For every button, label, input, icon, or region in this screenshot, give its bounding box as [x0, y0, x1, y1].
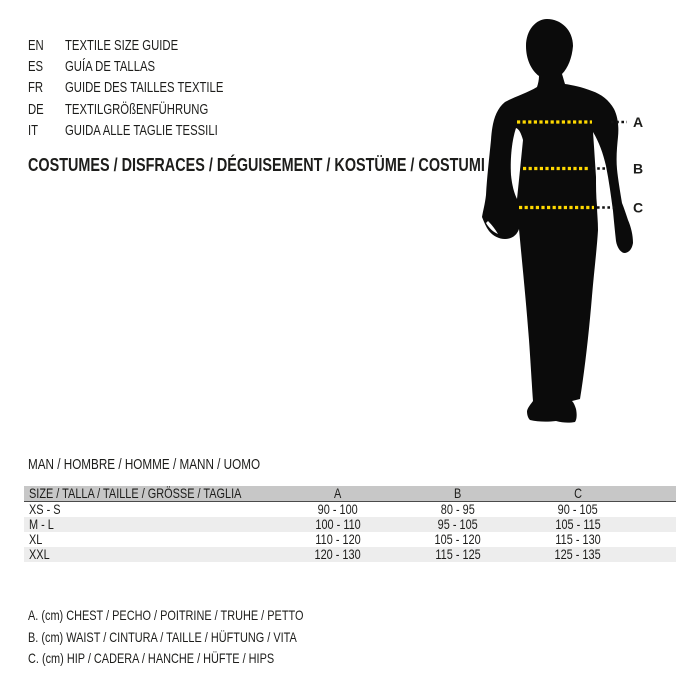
language-title-list — [28, 35, 268, 141]
legend-line-waist: B. (cm) WAIST / CINTURA / TAILLE / HÜFTUNG / VITA — [28, 628, 297, 645]
size-cell: XXL — [29, 546, 50, 562]
column-header-b: B — [454, 485, 462, 501]
lang-title: TEXTILE SIZE GUIDE — [65, 37, 179, 54]
lang-code: FR — [28, 80, 44, 97]
c-cell: 90 - 105 — [557, 501, 599, 517]
lang-code: DE — [28, 101, 44, 118]
marker-a-label: A — [633, 114, 644, 130]
table-row — [24, 532, 676, 547]
lang-title: GUIDA ALLE TAGLIE TESSILI — [65, 122, 218, 139]
lang-title: TEXTILGRÖßENFÜHRUNG — [65, 101, 209, 118]
section-title-man: MAN / HOMBRE / HOMME / MANN / UOMO — [28, 456, 261, 473]
table-row — [24, 517, 676, 532]
b-cell: 80 - 95 — [440, 501, 476, 517]
legend-line-chest: A. (cm) CHEST / PECHO / POITRINE / TRUHE / PETTO — [28, 606, 304, 623]
a-cell: 90 - 100 — [317, 501, 359, 517]
lang-code: ES — [28, 58, 44, 75]
lang-row-de — [28, 99, 268, 120]
b-cell: 95 - 105 — [437, 516, 479, 532]
man-silhouette-figure — [470, 10, 685, 435]
c-cell: 105 - 115 — [555, 516, 601, 532]
lang-title: GUÍA DE TALLAS — [65, 58, 156, 75]
marker-b-label: B — [633, 160, 644, 177]
table-row — [24, 547, 676, 562]
category-title: COSTUMES / DISFRACES / DÉGUISEMENT / KOSTÜME / COSTUMI — [28, 155, 485, 175]
table-header-row — [24, 486, 676, 502]
lang-code: IT — [28, 122, 39, 139]
c-cell: 115 - 130 — [555, 531, 601, 547]
a-cell: 110 - 120 — [315, 531, 361, 547]
size-table — [24, 486, 676, 562]
lang-row-fr — [28, 78, 268, 99]
lang-row-es — [28, 56, 268, 77]
size-column-header: SIZE / TALLA / TAILLE / GRÖSSE / TAGLIA — [29, 485, 242, 501]
legend-line-hip: C. (cm) HIP / CADERA / HANCHE / HÜFTE / HIPS — [28, 650, 275, 667]
size-cell: XL — [29, 531, 43, 547]
table-row — [24, 502, 676, 517]
column-header-c: C — [574, 485, 582, 501]
measurement-legend — [28, 604, 381, 669]
lang-code: EN — [28, 37, 44, 54]
column-header-a: A — [334, 485, 342, 501]
lang-title: GUIDE DES TAILLES TEXTILE — [65, 80, 224, 97]
size-cell: M - L — [29, 516, 54, 532]
marker-c-label: C — [633, 199, 644, 216]
a-cell: 100 - 110 — [315, 516, 361, 532]
lang-row-it — [28, 120, 268, 141]
lang-row-en — [28, 35, 268, 56]
b-cell: 105 - 120 — [434, 531, 482, 547]
c-cell: 125 - 135 — [554, 546, 602, 562]
man-silhouette — [482, 19, 633, 423]
a-cell: 120 - 130 — [314, 546, 362, 562]
size-cell: XS - S — [29, 501, 61, 517]
b-cell: 115 - 125 — [435, 546, 481, 562]
